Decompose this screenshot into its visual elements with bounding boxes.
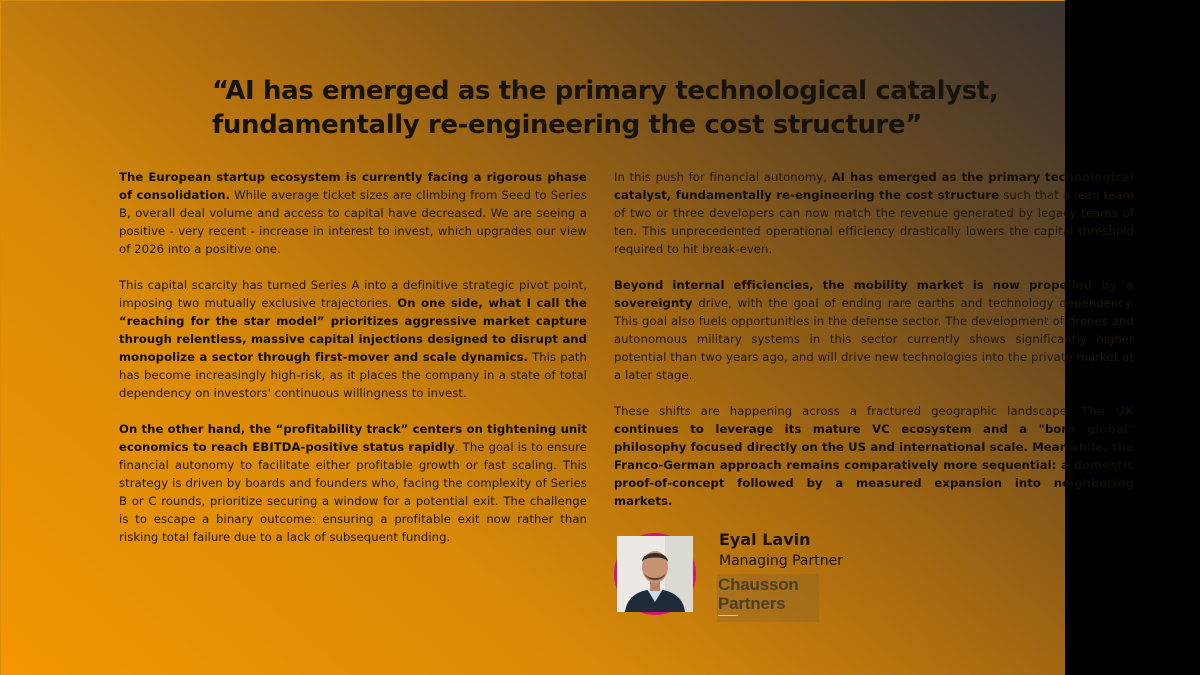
paragraph-text: While average ticket sizes are climbing from Seed to Series B, overall deal volume and access to capital have decreased. We are seeing a positive - very recent - increase in interest to invest, which upgrades our view of 2026 into a positive one.: [119, 188, 587, 256]
logo-text-line-1: Chausson: [718, 575, 799, 594]
paragraph-text: such that a lean team of two or three developers can now match the revenue generated by legacy teams of ten. This unprecedented operational efficiency drastically lowers the capital threshold required to hit break-even.: [614, 188, 1134, 256]
pull-quote-line-2: fundamentally re-engineering the cost structure”: [212, 110, 922, 140]
paragraph: [614, 402, 1134, 510]
paragraph-emphasis: The UK continues to leverage its mature VC ecosystem and a "born global" philosophy focused directly on the US and international scale. Meanwhile, the Franco-German approach remains comparatively more sequential: a domestic proof-of-concept followed by a measured expansion into neighboring markets.: [614, 404, 1135, 508]
pull-quote-line-1: “AI has emerged as the primary technological catalyst,: [212, 76, 999, 106]
company-logo: [717, 574, 819, 622]
paragraph-text: This capital scarcity has turned Series A into a definitive strategic pivot point, imposing two mutually exclusive trajectories.: [119, 278, 587, 310]
paragraph-emphasis: On one side, what I call the “reaching for the star model” prioritizes aggressive market capture through relentless, massive capital injections designed to disrupt and monopolize a sector through first-mover and scale dynamics.: [119, 296, 587, 364]
paragraph-text: drive, with the goal of ending rare earths and technology dependency. This goal also fuels opportunities in the defense sector. The development of drones and autonomous military systems in this sector currently shows significantly higher potential than two years ago, and will drive new technologies into the private market at a later stage.: [614, 296, 1134, 382]
paragraph-emphasis: Beyond internal efficiencies, the mobility market is now propelled by a sovereignty: [614, 278, 1134, 310]
paragraph-text: . The goal is to ensure financial autonomy to facilitate either profitable growth or fast scaling. This strategy is driven by boards and founders who, facing the complexity of Series B or C rounds, prioritize securing a window for a potential exit. The challenge is to escape a binary outcome: ensuring a profitable exit now rather than risking total failure due to a lack of subsequent funding.: [119, 440, 588, 544]
left-column: [119, 168, 587, 564]
logo-text-line-2: Partners: [718, 594, 786, 613]
paragraph-emphasis: On the other hand, the “profitability track” centers on tightening unit economics to reach EBITDA-positive status rapidly: [119, 422, 587, 454]
paragraph-emphasis: The European startup ecosystem is currently facing a rigorous phase of consolidation.: [119, 170, 587, 202]
paragraph: [119, 420, 587, 546]
author-avatar: [614, 533, 696, 615]
person-portrait-icon: [617, 536, 693, 612]
pull-quote: [212, 74, 1032, 142]
paragraph-emphasis: AI has emerged as the primary technological catalyst, fundamentally re-engineering the cost structure: [614, 170, 1134, 202]
paragraph-text: This path has become increasingly high-risk, as it places the company in a state of total dependency on investors' continuous willingness to invest.: [119, 350, 587, 400]
author-role: Managing Partner: [719, 553, 843, 569]
paragraph: [119, 276, 587, 402]
right-column: [614, 168, 1134, 528]
author-name: Eyal Lavin: [719, 530, 811, 549]
author-card: [614, 530, 1034, 623]
logo-underline: [718, 615, 738, 616]
paragraph: [614, 276, 1134, 384]
paragraph: [119, 168, 587, 258]
paragraph-text: In this push for financial autonomy,: [614, 170, 832, 184]
paragraph: [614, 168, 1134, 258]
paragraph-text: These shifts are happening across a fractured geographic landscape.: [614, 404, 1081, 418]
